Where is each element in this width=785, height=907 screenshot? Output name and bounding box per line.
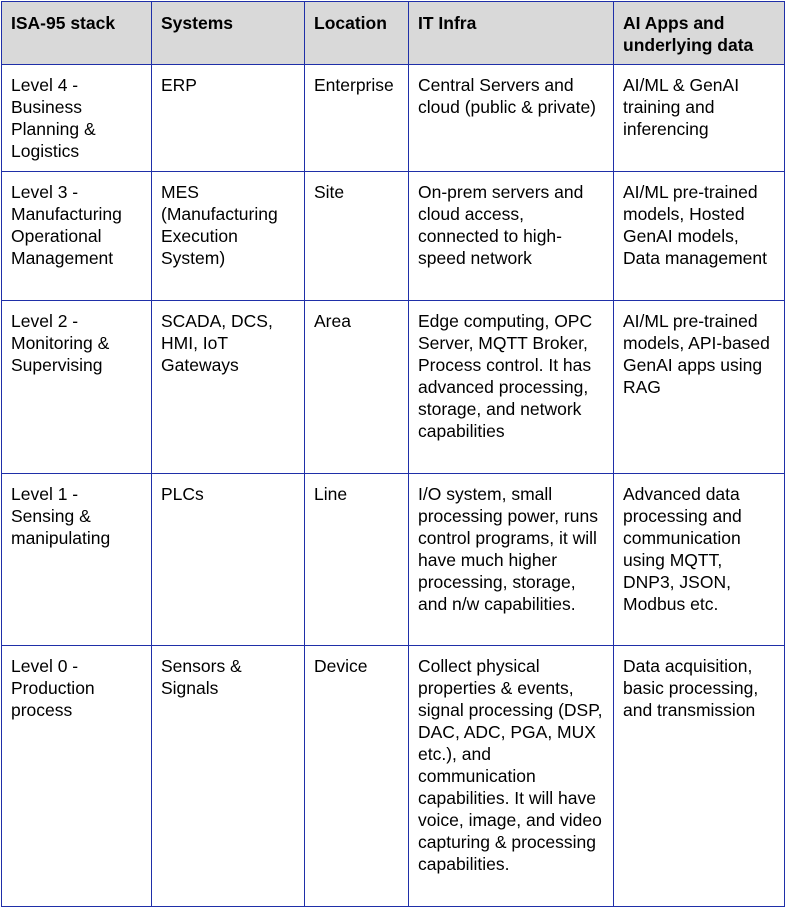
- cell-stack: Level 3 - Manufacturing Operational Management: [2, 172, 152, 301]
- cell-it-infra: I/O system, small processing power, runs control programs, it will have much higher processing, storage, and n/w capabilities.: [409, 474, 614, 646]
- cell-systems: PLCs: [152, 474, 305, 646]
- cell-location: Site: [305, 172, 409, 301]
- cell-stack: Level 0 - Production process: [2, 646, 152, 907]
- header-it-infra: IT Infra: [409, 2, 614, 65]
- table-header-row: [2, 2, 785, 65]
- cell-location: Line: [305, 474, 409, 646]
- cell-stack: Level 2 - Monitoring & Supervising: [2, 301, 152, 474]
- cell-ai-apps: AI/ML pre-trained models, Hosted GenAI models, Data management: [614, 172, 785, 301]
- isa95-table: [1, 1, 785, 907]
- cell-it-infra: On-prem servers and cloud access, connected to high-speed network: [409, 172, 614, 301]
- cell-stack: Level 1 - Sensing & manipulating: [2, 474, 152, 646]
- cell-stack: Level 4 - Business Planning & Logistics: [2, 65, 152, 172]
- cell-location: Enterprise: [305, 65, 409, 172]
- cell-systems: Sensors & Signals: [152, 646, 305, 907]
- cell-location: Area: [305, 301, 409, 474]
- cell-systems: ERP: [152, 65, 305, 172]
- cell-it-infra: Collect physical properties & events, signal processing (DSP, DAC, ADC, PGA, MUX etc.), and communication capabilities. It will have voice, image, and video capturing & processing capabilities.: [409, 646, 614, 907]
- header-location: Location: [305, 2, 409, 65]
- cell-location: Device: [305, 646, 409, 907]
- cell-systems: MES (Manufacturing Execution System): [152, 172, 305, 301]
- cell-it-infra: Edge computing, OPC Server, MQTT Broker, Process control. It has advanced processing, storage, and network capabilities: [409, 301, 614, 474]
- cell-ai-apps: AI/ML & GenAI training and inferencing: [614, 65, 785, 172]
- header-ai-apps: AI Apps and underlying data: [614, 2, 785, 65]
- table-row: [2, 301, 785, 474]
- table-row: [2, 172, 785, 301]
- cell-systems: SCADA, DCS, HMI, IoT Gateways: [152, 301, 305, 474]
- cell-ai-apps: Data acquisition, basic processing, and transmission: [614, 646, 785, 907]
- table-row: [2, 646, 785, 907]
- header-systems: Systems: [152, 2, 305, 65]
- header-isa95-stack: ISA-95 stack: [2, 2, 152, 65]
- table-row: [2, 65, 785, 172]
- cell-it-infra: Central Servers and cloud (public & private): [409, 65, 614, 172]
- table-row: [2, 474, 785, 646]
- cell-ai-apps: Advanced data processing and communication using MQTT, DNP3, JSON, Modbus etc.: [614, 474, 785, 646]
- cell-ai-apps: AI/ML pre-trained models, API-based GenAI apps using RAG: [614, 301, 785, 474]
